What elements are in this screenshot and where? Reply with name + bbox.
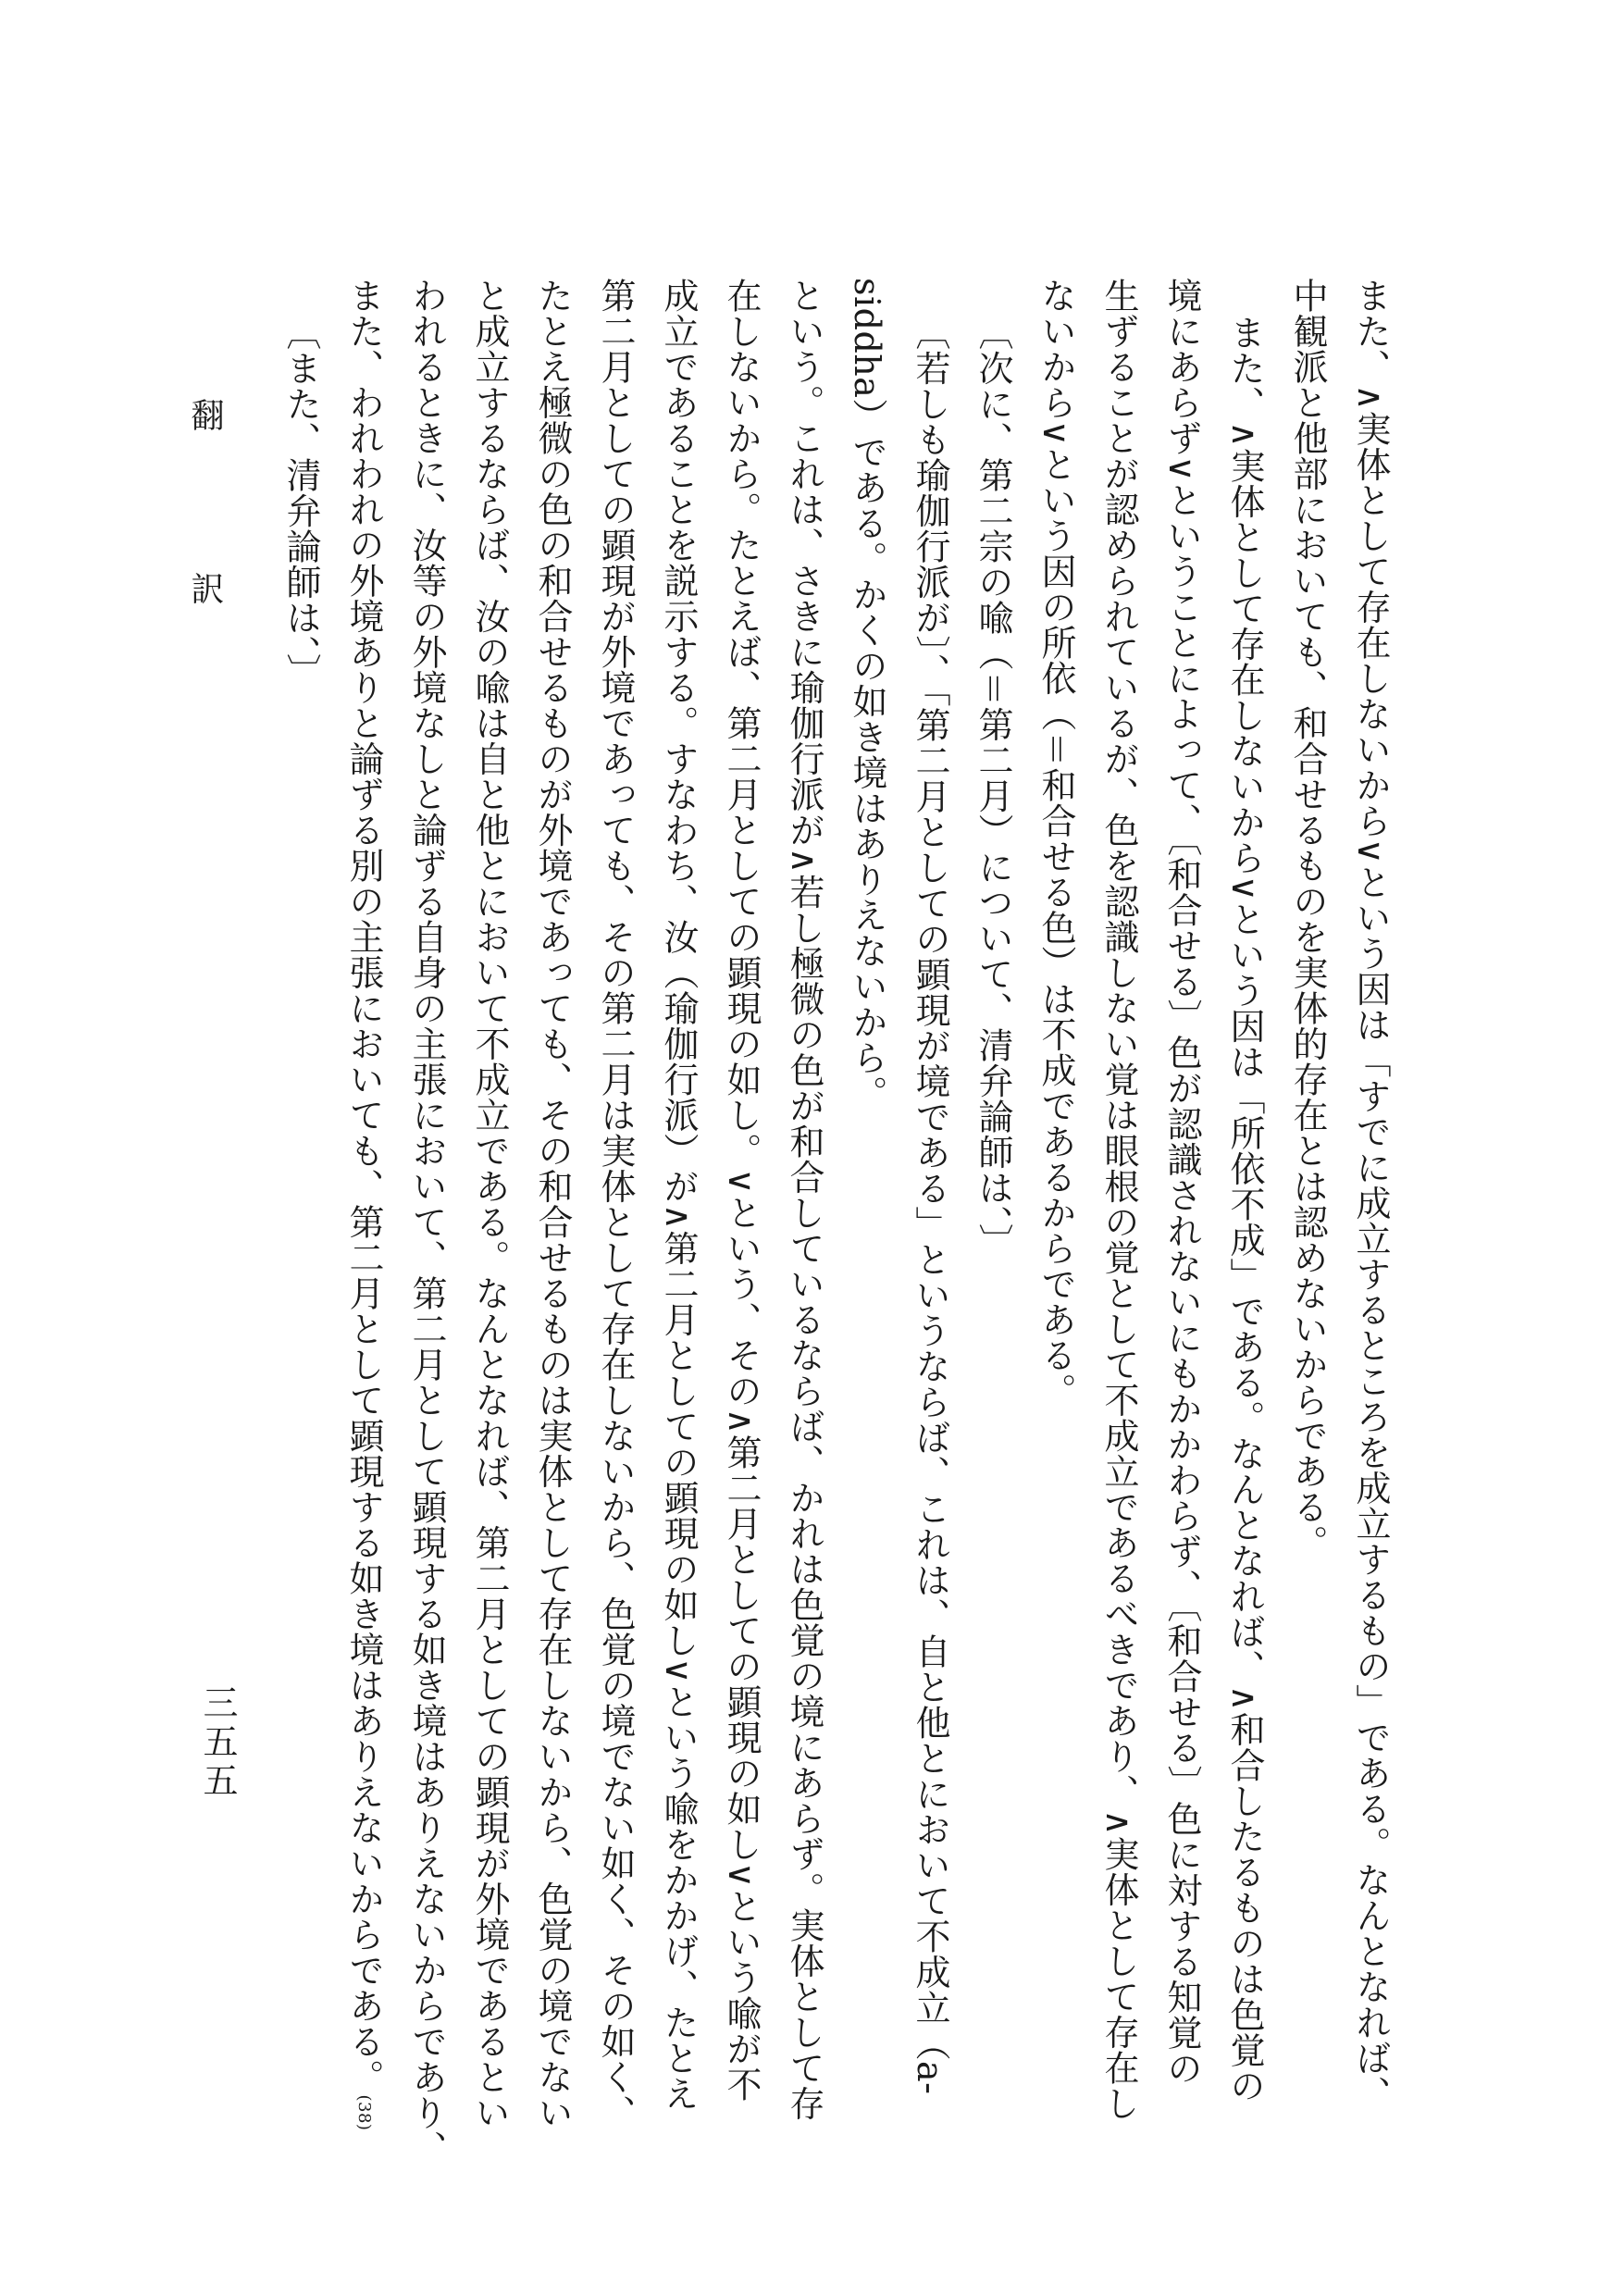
text-line: と成立するならば、汝の喩は自と他とにおいて不成立である。なんとなれば、第二月としての顕現が外境であるとい <box>469 278 510 2130</box>
running-header: 翻 訳 <box>186 398 224 670</box>
page-number: 三五五 <box>197 1684 238 1801</box>
footnote-marker: (38) <box>354 2094 374 2131</box>
text-line: という。これは、さきに瑜伽行派が∧若し極微の色が和合しているならば、かれは色覚の境にあらず。実体として存 <box>784 278 824 2121</box>
main-text-block <box>180 278 1402 2166</box>
text-line: また、∧実体として存在しないから∨という因は「所依不成」である。なんとなれば、∧和合したるものは色覚の <box>1224 315 1265 2104</box>
text-line: 〔若しも瑜伽行派が〕、「第二月としての顕現が境である」というならば、これは、自と他とにおいて不成立（a- <box>910 315 950 2095</box>
text-line: たとえ極微の色の和合せるものが外境であっても、その和合せるものは実体として存在しないから、色覚の境でない <box>532 278 573 2130</box>
text-line: 在しないから。たとえば、第二月としての顕現の如し。∨という、その∧第二月としての顕現の如し∨という喩が不 <box>721 278 762 2103</box>
text-line: 第二月としての顕現が外境であっても、その第二月は実体として存在しないから、色覚の境でない如く、その如く、 <box>595 278 636 2130</box>
text-line-content: また、われわれの外境ありと論ずる別の主張においても、第二月として顕現する如き境はありえないからである。 <box>343 278 384 2095</box>
text-line: 成立であることを説示する。すなわち、汝（瑜伽行派）が∧第二月としての顕現の如し∨という喩をかかげ、たとえ <box>658 278 699 2112</box>
text-line: 生ずることが認められているが、色を認識しない覚は眼根の覚として不成立であるべきであり、∧実体として存在し <box>1098 278 1139 2121</box>
text-line: 境にあらず∨ということによって、〔和合せる〕色が認識されないにもかかわらず、〔和合せる〕色に対する知覚の <box>1161 278 1202 2086</box>
text-line: 〔次に、第二宗の喩（＝第二月）について、清弁論師は、〕 <box>973 315 1013 1260</box>
text-line: 中観派と他部においても、和合せるものを実体的存在とは認めないからである。 <box>1287 278 1328 1560</box>
text-line: siddha）である。かくの如き境はありえないから。 <box>847 278 887 1111</box>
text-line: われるときに、汝等の外境なしと論ずる自身の主張において、第二月として顕現する如き境はありえないからであり、 <box>406 278 447 2166</box>
text-line: 〔また、清弁論師は、〕 <box>280 315 321 689</box>
text-line-with-footnote <box>332 278 395 2131</box>
text-line: また、∧実体として存在しないから∨という因は「すでに成立するところを成立するもの」である。なんとなれば、 <box>1350 278 1391 2112</box>
text-line: ないから∨という因の所依（＝和合せる色）は不成であるからである。 <box>1035 278 1076 1409</box>
